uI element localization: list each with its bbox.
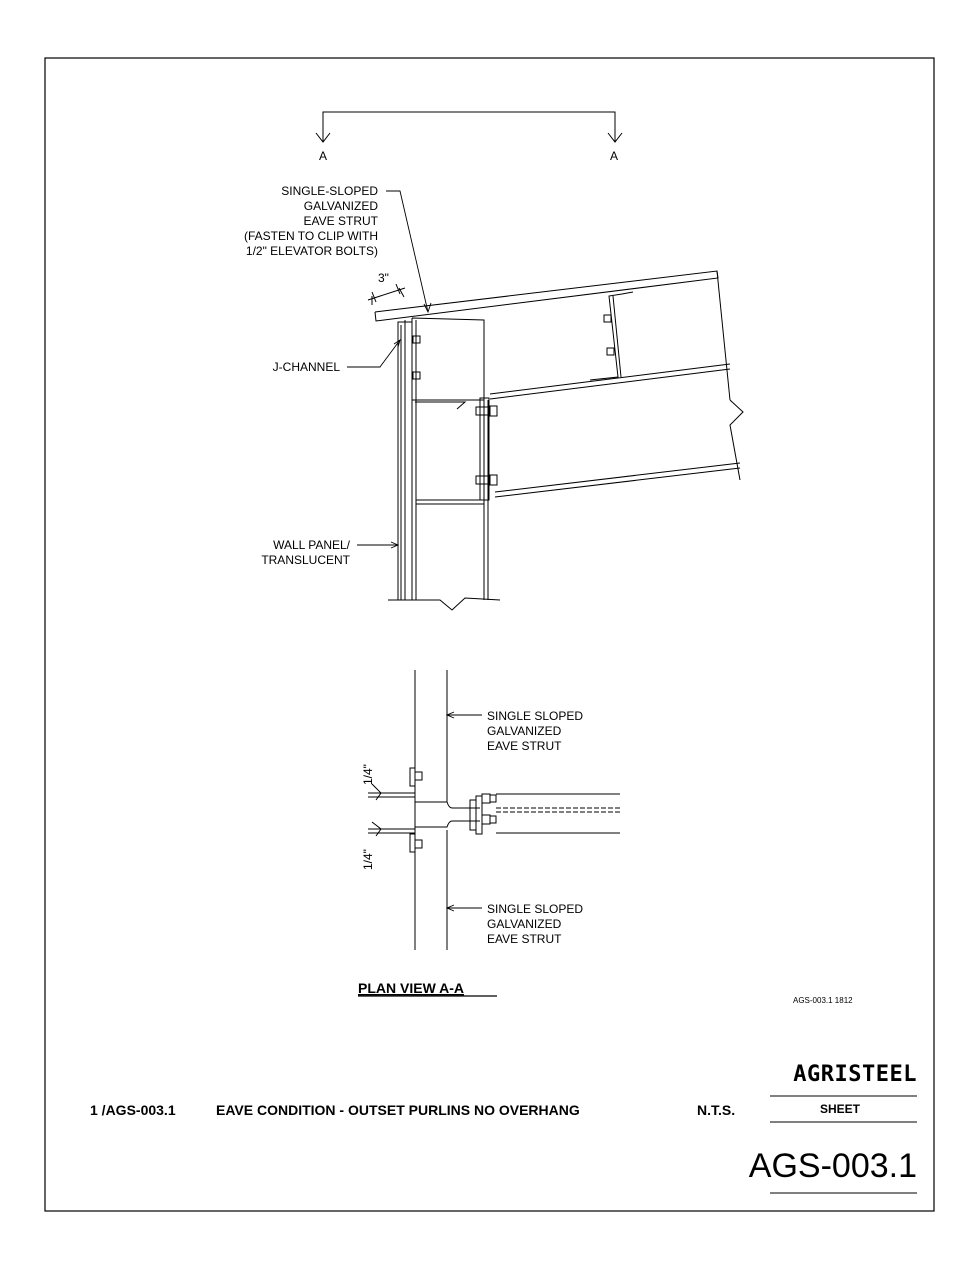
svg-text:GALVANIZED: GALVANIZED <box>487 724 562 738</box>
label-plan-upper-strut <box>487 709 583 753</box>
dimension-quarter-top: 1/4" <box>361 764 375 785</box>
section-mark-right: A <box>610 149 619 163</box>
section-mark-left: A <box>319 149 328 163</box>
svg-text:EAVE STRUT: EAVE STRUT <box>487 932 562 946</box>
break-line-column <box>388 598 500 610</box>
elevation-detail <box>368 271 743 610</box>
svg-text:SINGLE SLOPED: SINGLE SLOPED <box>487 902 584 916</box>
svg-text:1/2" ELEVATOR BOLTS): 1/2" ELEVATOR BOLTS) <box>245 244 378 258</box>
section-cut-line <box>316 112 622 142</box>
svg-text:EAVE STRUT: EAVE STRUT <box>303 214 378 228</box>
roof-panel <box>375 271 718 321</box>
svg-text:GALVANIZED: GALVANIZED <box>487 917 562 931</box>
dim-arrow-top-icon <box>372 784 381 800</box>
sheet-label: SHEET <box>819 1102 861 1116</box>
label-wall-panel <box>261 538 350 567</box>
z-purlin <box>590 292 633 380</box>
detail-scale: N.T.S. <box>697 1102 736 1118</box>
leaders-plan <box>447 712 482 911</box>
svg-text:GALVANIZED: GALVANIZED <box>303 199 378 213</box>
svg-text:EAVE STRUT: EAVE STRUT <box>487 739 562 753</box>
svg-text:SINGLE-SLOPED: SINGLE-SLOPED <box>281 184 378 198</box>
dimension-quarter-bottom: 1/4" <box>361 849 375 870</box>
svg-text:WALL PANEL/: WALL PANEL/ <box>273 538 350 552</box>
label-j-channel: J-CHANNEL <box>272 360 340 374</box>
plan-view-title: PLAN VIEW A-A <box>358 980 465 996</box>
sheet-border <box>45 58 934 1211</box>
svg-text:SINGLE SLOPED: SINGLE SLOPED <box>487 709 584 723</box>
label-plan-lower-strut <box>487 902 583 946</box>
revision-note: AGS-003.1 1812 <box>793 996 853 1005</box>
svg-text:TRANSLUCENT: TRANSLUCENT <box>261 553 350 567</box>
label-eave-strut <box>244 184 379 258</box>
dimension-3in: 3" <box>378 271 389 285</box>
eave-strut <box>412 318 484 400</box>
detail-title: EAVE CONDITION - OUTSET PURLINS NO OVERHANG <box>216 1102 580 1118</box>
detail-reference: 1 /AGS-003.1 <box>90 1102 176 1118</box>
agristeel-logo: AGRISTEEL <box>793 1062 917 1087</box>
sheet-number: AGS-003.1 <box>748 1147 917 1185</box>
leader-arrow-icon <box>424 303 431 312</box>
svg-text:(FASTEN TO CLIP WITH: (FASTEN TO CLIP WITH <box>243 229 378 243</box>
